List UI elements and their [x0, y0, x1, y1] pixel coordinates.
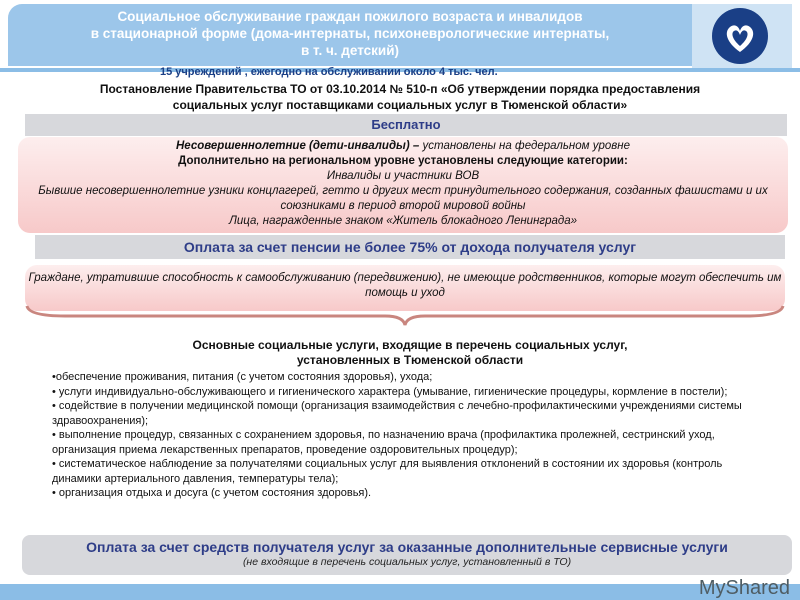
category-item: Бывшие несовершеннолетние узники концлагерей, гетто и других мест принудительного содержания, созданных фашистами и их союзниками в период второй мировой войны [38, 185, 768, 212]
decree-line: социальных услуг поставщиками социальных услуг в Тюменской области» [172, 98, 628, 112]
list-item: • услуги индивидуально-обслуживающего и гигиенического характера (умывание, гигиенические процедуры, кормление в постели); [52, 385, 728, 398]
institutions-count: 15 учреждений , ежегодно на обслуживании около 4 тыс. чел. [160, 66, 498, 78]
header-line: Социальное обслуживание граждан пожилого возраста и инвалидов [117, 9, 583, 24]
header-line: в т. ч. детский) [300, 43, 399, 58]
free-heading: Бесплатно [25, 114, 787, 136]
paid-services [22, 535, 792, 575]
list-item: • содействие в получении медицинской помощи (организация взаимодействия с лечебно-профилактическими учреждениями системы здравоохранения); [52, 400, 742, 427]
paid-heading: Оплата за счет средств получателя услуг за оказанные дополнительные сервисные услуги [86, 539, 728, 555]
decree-line: Постановление Правительства ТО от 03.10.2014 № 510-п «Об утверждении порядка предоставления [99, 82, 701, 96]
category-item: Лица, награжденные знаком «Житель блокадного Ленинграда» [228, 215, 578, 227]
list-item: • систематическое наблюдение за получателями социальных услуг для выявления отклонений в состоянии их здоровья (контроль динамики артериального давления, температуры тела); [52, 458, 723, 485]
decree-title [20, 81, 780, 113]
pension-heading: Оплата за счет пенсии не более 75% от дохода получателя услуг [35, 235, 785, 259]
brace-shape [25, 304, 785, 326]
list-item: • организация отдыха и досуга (с учетом состояния здоровья). [52, 487, 372, 499]
category-item: Инвалиды и участники ВОВ [326, 170, 480, 182]
list-item: •обеспечение проживания, питания (с учетом состояния здоровья), ухода; [52, 371, 433, 383]
footer-bar [0, 584, 800, 600]
basic-services-title [100, 338, 720, 368]
logo-icon [712, 8, 768, 64]
watermark: MyShared [698, 577, 790, 599]
paid-note: (не входящие в перечень социальных услуг, установленный в ТО) [242, 556, 572, 568]
services-list [52, 370, 752, 501]
pension-category: Граждане, утратившие способность к самообслуживанию (передвижению), не имеющие родственников, которые могут обеспечить им помощь и уход [25, 265, 785, 311]
title-line: Основные социальные услуги, входящие в перечень социальных услуг, [192, 338, 628, 352]
regional-heading: Дополнительно на региональном уровне установлены следующие категории: [178, 155, 628, 167]
free-categories [18, 137, 788, 233]
list-item: • выполнение процедур, связанных с сохранением здоровья, по назначению врача (профилактика пролежней, сестринский уход, организация приема лекарственных препаратов, проведение оздоровительных процедур); [52, 429, 715, 456]
header-line: в стационарной форме (дома-интернаты, психоневрологические интернаты, [90, 26, 610, 41]
minors-label: Несовершеннолетние (дети-инвалиды) – [175, 140, 420, 152]
slide-header [8, 4, 692, 66]
federal-note: установлены на федеральном уровне [419, 140, 630, 152]
title-line: установленных в Тюменской области [296, 353, 524, 367]
